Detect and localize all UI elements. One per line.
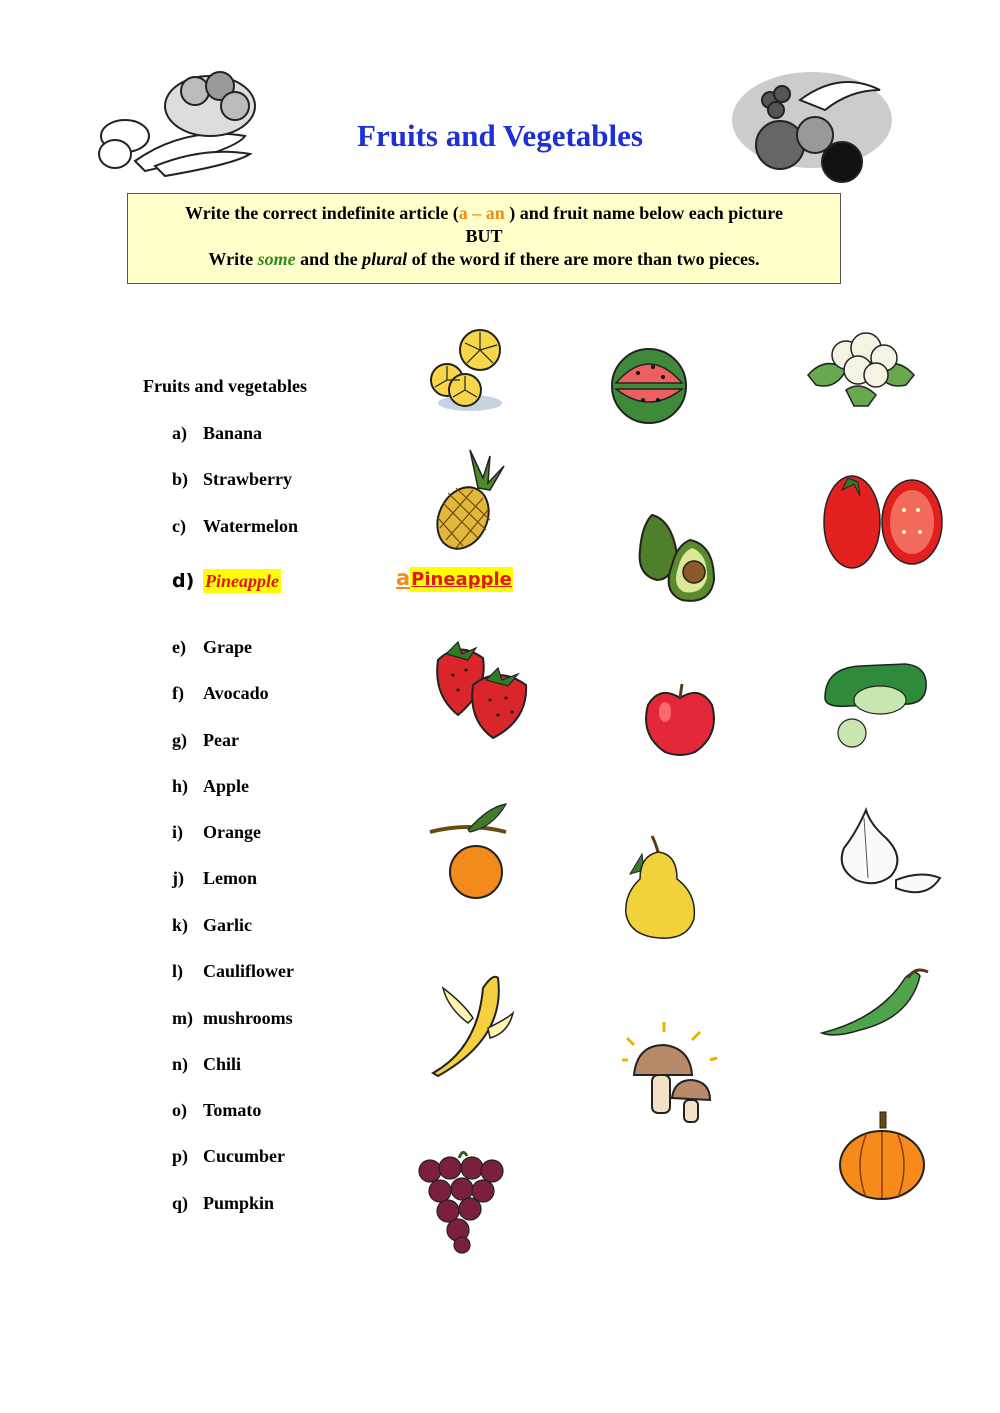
item-name: Strawberry: [203, 469, 292, 489]
list-item: [172, 1193, 274, 1214]
cucumber-icon: [820, 658, 930, 750]
list-item: [172, 683, 269, 704]
item-name: Garlic: [203, 915, 252, 935]
item-name: Pumpkin: [203, 1193, 275, 1213]
instruction-line-2: BUT: [465, 226, 503, 246]
list-item-highlighted: [172, 570, 281, 592]
instruction-text: Write: [208, 249, 258, 269]
instruction-text: ) and fruit name below each picture: [504, 203, 783, 223]
item-letter: g): [172, 730, 187, 750]
item-letter: q): [172, 1193, 189, 1213]
item-name: Tomato: [203, 1100, 262, 1120]
page-title: Fruits and Vegetables: [357, 118, 643, 153]
instruction-line-1: [128, 202, 840, 225]
cauliflower-icon: [806, 330, 916, 408]
plural-text: plural: [362, 249, 408, 269]
item-name: Cauliflower: [203, 961, 294, 981]
item-name: Lemon: [203, 868, 257, 888]
instruction-box: [127, 193, 841, 284]
item-letter: e): [172, 637, 186, 657]
item-letter: d): [172, 570, 195, 592]
item-letter: b): [172, 469, 189, 489]
lemon-icon: [425, 325, 505, 415]
list-heading: Fruits and vegetables: [143, 376, 307, 396]
pineapple-icon: [428, 448, 508, 552]
strawberry-icon: [428, 640, 532, 740]
item-letter: c): [172, 516, 186, 536]
item-letter: h): [172, 776, 189, 796]
instruction-line-3: [128, 248, 840, 271]
grapes-icon: [415, 1146, 505, 1254]
list-item: [172, 423, 262, 444]
list-item: [172, 516, 298, 537]
item-name: Avocado: [203, 683, 269, 703]
some-text: some: [257, 249, 296, 269]
list-item: [172, 469, 292, 490]
garlic-icon: [836, 808, 944, 900]
chili-icon: [820, 958, 930, 1038]
answer-word: Pineapple: [411, 569, 512, 590]
banana-icon: [428, 968, 518, 1078]
mushrooms-icon: [622, 1020, 718, 1126]
list-item: [172, 1146, 285, 1167]
list-item: [172, 822, 261, 843]
watermelon-icon: [608, 345, 690, 427]
fruits-sketch-icon: [730, 70, 895, 188]
item-letter: m): [172, 1008, 193, 1028]
instruction-text: of the word if there are more than two pieces.: [407, 249, 760, 269]
answer-field[interactable]: [396, 566, 513, 590]
item-name: mushrooms: [203, 1008, 293, 1028]
list-item: [172, 915, 252, 936]
item-letter: a): [172, 423, 187, 443]
item-name: Grape: [203, 637, 252, 657]
instruction-text: and the: [295, 249, 363, 269]
articles-text: a – an: [458, 203, 505, 223]
item-letter: p): [172, 1146, 189, 1166]
item-name: Cucumber: [203, 1146, 285, 1166]
item-name: Orange: [203, 822, 261, 842]
item-name: Watermelon: [203, 516, 298, 536]
item-letter: j): [172, 868, 184, 888]
item-letter: i): [172, 822, 183, 842]
item-letter: o): [172, 1100, 187, 1120]
item-name: Apple: [203, 776, 250, 796]
item-letter: n): [172, 1054, 189, 1074]
pumpkin-icon: [836, 1110, 928, 1202]
answer-article: a: [396, 566, 411, 590]
item-name: Pear: [203, 730, 239, 750]
list-item: [172, 1054, 241, 1075]
item-letter: k): [172, 915, 189, 935]
instruction-text: Write the correct indefinite article (: [185, 203, 459, 223]
item-name-highlighted: Pineapple: [205, 571, 279, 591]
list-item: [172, 868, 257, 889]
item-letter: l): [172, 961, 183, 981]
vegetables-sketch-icon: [95, 66, 270, 178]
list-item: [172, 637, 252, 658]
avocado-icon: [632, 510, 722, 606]
orange-icon: [428, 802, 508, 902]
pear-icon: [622, 834, 702, 942]
list-item: [172, 961, 294, 982]
list-item: [172, 730, 239, 751]
item-letter: f): [172, 683, 184, 703]
list-item: [172, 1008, 293, 1029]
item-name: Chili: [203, 1054, 242, 1074]
list-item: [172, 776, 249, 797]
item-name: Banana: [203, 423, 263, 443]
apple-icon: [640, 680, 720, 758]
tomato-icon: [822, 470, 946, 574]
list-item: [172, 1100, 261, 1121]
